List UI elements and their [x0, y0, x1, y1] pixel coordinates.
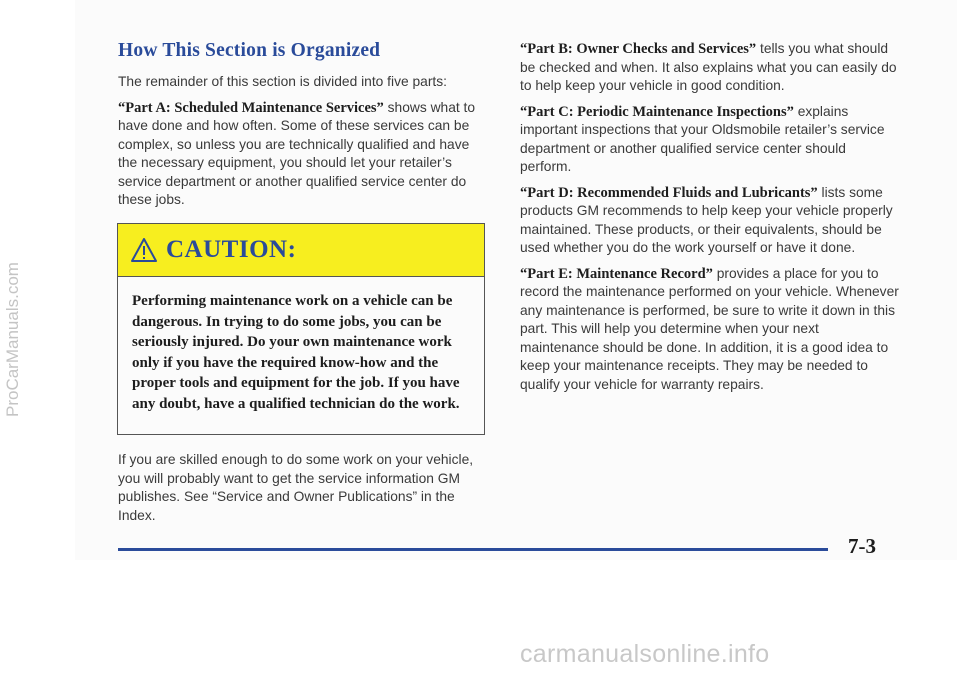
part-a-text: shows what to have done and how often. Some of these services can be complex, so unless you are technically qualified and have the necessary equipment, you should let your retailer’s service department or another qualified service center do these jobs. [118, 99, 476, 207]
part-b-lead: “Part B: Owner Checks and Services” [520, 41, 757, 57]
after-caution-paragraph: If you are skilled enough to do some work on your vehicle, you will probably want to get the service information GM publishes. See “Service and Owner Publications” in the Index. [118, 452, 474, 523]
part-d-lead: “Part D: Recommended Fluids and Lubricants” [520, 184, 818, 201]
part-e-lead: “Part E: Maintenance Record” [520, 265, 713, 282]
bottom-watermark: carmanualsonline.info [520, 640, 770, 668]
section-heading: How This Section is Organized [118, 40, 381, 61]
part-d-text: lists some products GM recommends to help keep your vehicle properly maintained. These products, or their equivalents, should be used whether you do the work yourself or have it done. [520, 184, 893, 255]
part-c-text: explains important inspections that your Oldsmobile retailer’s service department or another qualified service center should perform. [520, 103, 885, 174]
side-watermark-text: ProCarManuals.com [3, 262, 22, 417]
part-b-text: tells you what should be checked and when. It also explains what you can easily do to help keep your vehicle in good condition. [520, 41, 897, 93]
footer-rule [118, 548, 828, 551]
part-d-paragraph [520, 184, 900, 258]
after-caution-block [118, 451, 483, 532]
part-e-paragraph [520, 265, 900, 395]
caution-title: CAUTION: [166, 236, 297, 263]
part-a-lead: “Part A: Scheduled Maintenance Services” [118, 99, 384, 116]
intro-paragraph: The remainder of this section is divided into five parts: [118, 74, 447, 89]
warning-triangle-icon [130, 237, 158, 263]
side-watermark [2, 2, 24, 422]
caution-box [117, 223, 485, 435]
part-a-paragraph [118, 99, 483, 210]
page-number: 7-3 [848, 534, 876, 558]
left-column [118, 40, 483, 217]
caution-text: Performing maintenance work on a vehicle can be dangerous. In trying to do some jobs, you can be seriously injured. Do your own maintenance work only if you have the required know-how and the proper tools and equipment for the job. If you have any doubt, have a qualified technician do the work. [132, 293, 460, 412]
part-c-lead: “Part C: Periodic Maintenance Inspections” [520, 103, 794, 120]
part-c-paragraph [520, 103, 900, 177]
part-e-text: provides a place for you to record the maintenance performed on your vehicle. Whenever any maintenance is performed, be sure to write it down in this part. This will help you determine when your next maintenance should be done. In addition, it is a good idea to keep your maintenance receipts. They may be needed to qualify your vehicle for warranty repairs. [520, 265, 899, 392]
part-b-paragraph [520, 40, 900, 96]
caution-header [118, 224, 484, 277]
right-column [520, 40, 900, 401]
